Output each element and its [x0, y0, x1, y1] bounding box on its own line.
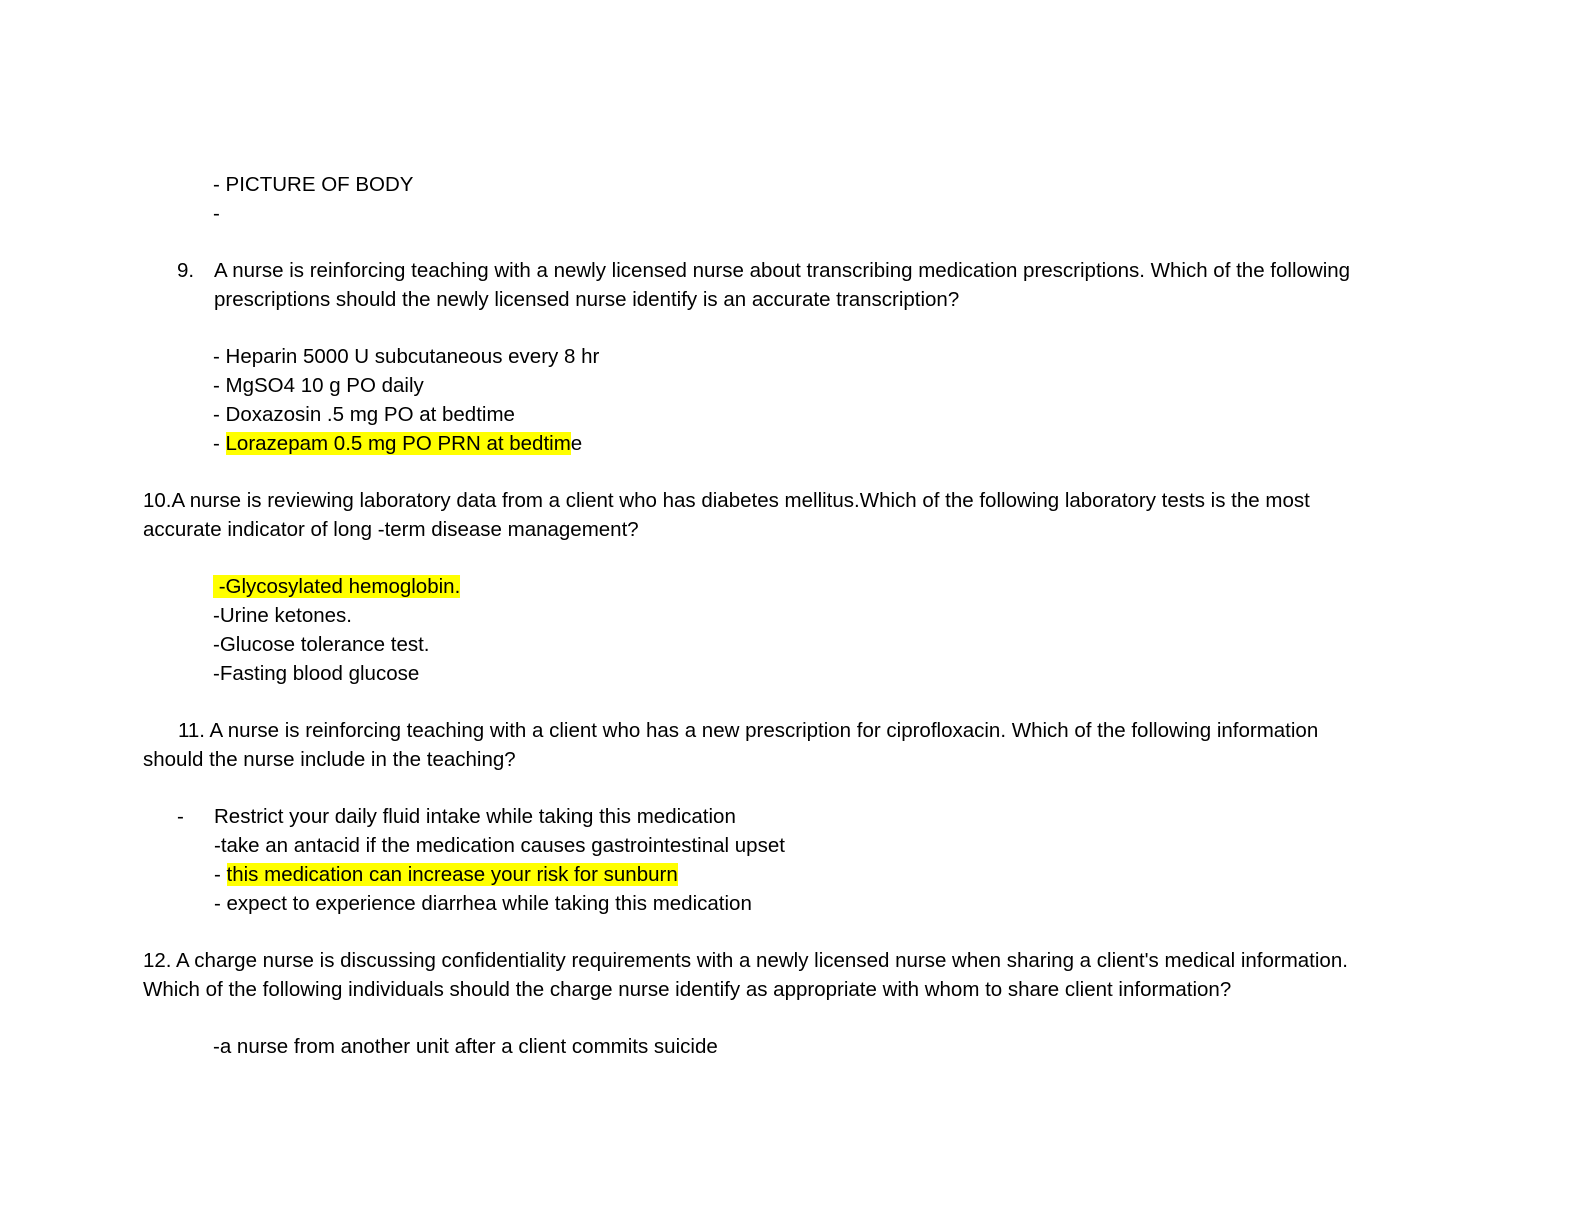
question-11-text-line1: 11. A nurse is reinforcing teaching with a client who has a new prescription for ciprofloxacin. Which of the following information: [178, 719, 1319, 742]
list-item-empty: -: [213, 202, 220, 225]
highlighted-answer: -Glycosylated hemoglobin.: [213, 575, 461, 598]
question-10-text-line1: 10.A nurse is reviewing laboratory data from a client who has diabetes mellitus.Which of the following laboratory tests is the most: [143, 489, 1310, 512]
list-item-picture-of-body: - PICTURE OF BODY: [213, 173, 414, 196]
option-prefix: -: [213, 432, 226, 455]
question-11-text-line2: should the nurse include in the teaching?: [143, 748, 516, 771]
question-12-option-1: -a nurse from another unit after a client commits suicide: [213, 1035, 718, 1058]
question-11-option-1: Restrict your daily fluid intake while taking this medication: [214, 805, 736, 828]
question-9-option-1: - Heparin 5000 U subcutaneous every 8 hr: [213, 345, 600, 368]
question-10-text-line2: accurate indicator of long -term disease management?: [143, 518, 639, 541]
question-9-text-line2: prescriptions should the newly licensed nurse identify is an accurate transcription?: [214, 288, 960, 311]
question-9-option-3: - Doxazosin .5 mg PO at bedtime: [213, 403, 515, 426]
question-9-text-line1: A nurse is reinforcing teaching with a newly licensed nurse about transcribing medication prescriptions. Which of the following: [214, 259, 1351, 282]
highlighted-answer: Lorazepam 0.5 mg PO PRN at bedtim: [225, 432, 571, 455]
question-10-option-2: -Urine ketones.: [213, 604, 353, 627]
question-11-option-3: [214, 860, 678, 889]
question-9-number: 9.: [177, 259, 195, 282]
question-10-option-4: -Fasting blood glucose: [213, 662, 420, 685]
question-11-option-1-bullet: -: [177, 805, 184, 828]
question-12-text-line2: Which of the following individuals should the charge nurse identify as appropriate with whom to share client information?: [143, 978, 1232, 1001]
question-11-option-4: - expect to experience diarrhea while taking this medication: [214, 892, 752, 915]
question-9-option-4: [213, 429, 582, 458]
option-suffix: e: [570, 432, 583, 455]
question-12-text-line1: 12. A charge nurse is discussing confidentiality requirements with a newly licensed nurse when sharing a client's medical information.: [143, 949, 1348, 972]
option-prefix: -: [214, 863, 227, 886]
highlighted-answer: this medication can increase your risk for sunburn: [226, 863, 678, 886]
question-10-option-1: [213, 572, 460, 601]
question-10-option-3: -Glucose tolerance test.: [213, 633, 430, 656]
question-9-option-2: - MgSO4 10 g PO daily: [213, 374, 424, 397]
question-11-option-2: -take an antacid if the medication causes gastrointestinal upset: [214, 834, 785, 857]
